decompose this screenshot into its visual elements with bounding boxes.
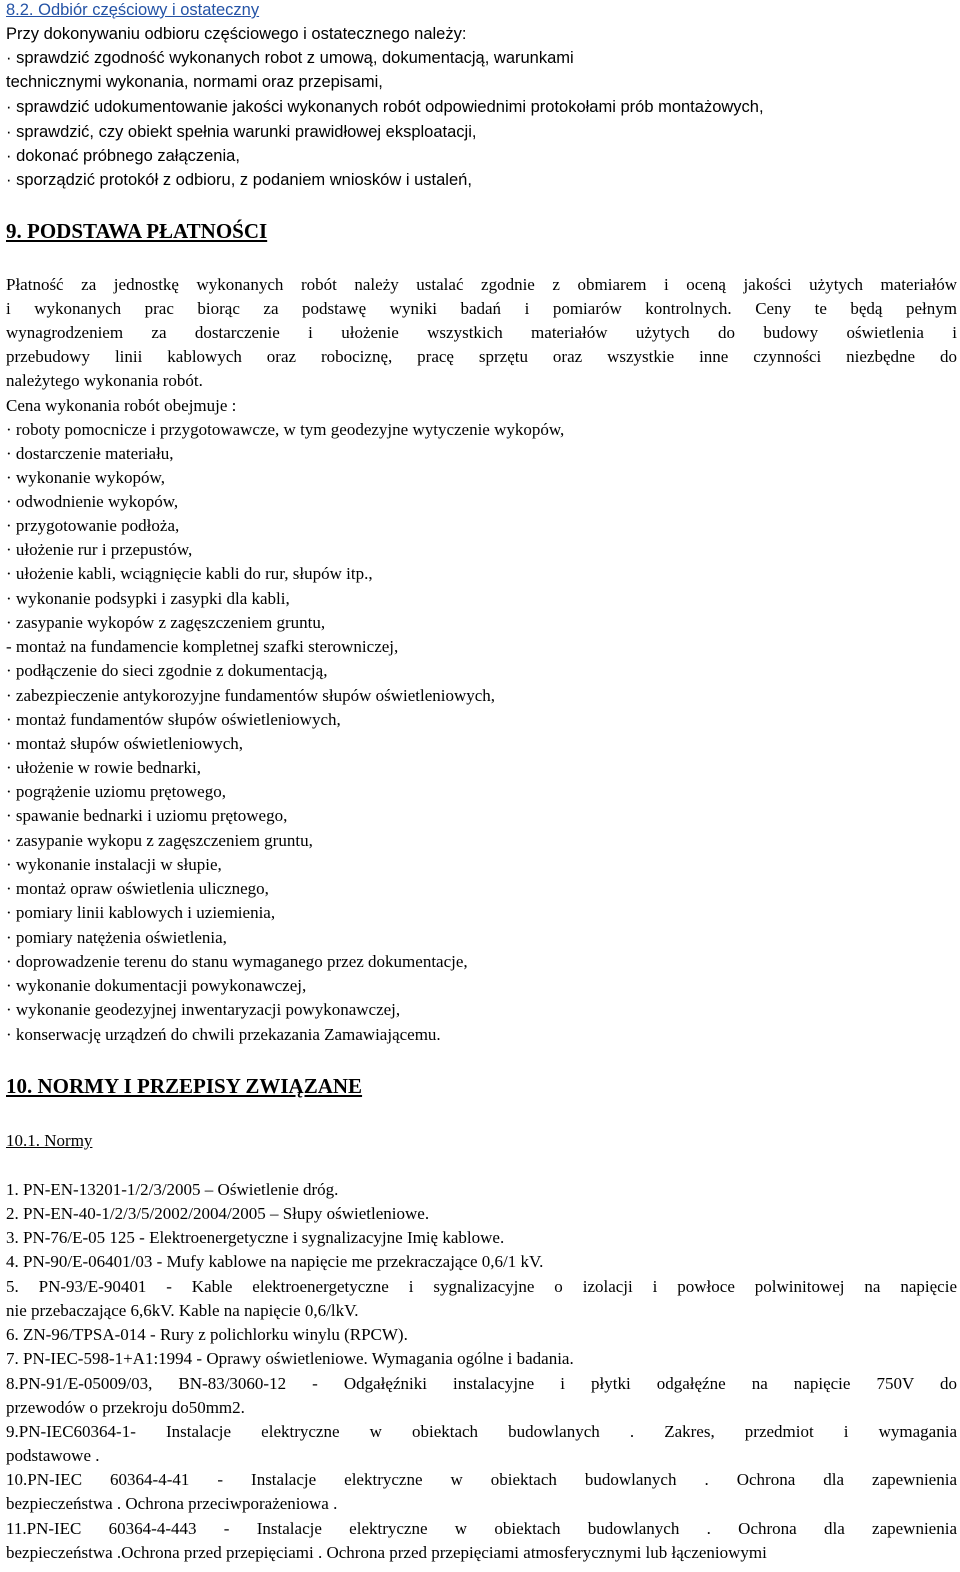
list-item: · konserwację urządzeń do chwili przekazania Zamawiającemu. <box>6 1025 441 1044</box>
list-item: · roboty pomocnicze i przygotowawcze, w tym geodezyjne wytyczenie wykopów, <box>6 420 565 439</box>
norm-line: 7. PN-IEC-598-1+A1:1994 - Oprawy oświetleniowe. Wymagania ogólne i badania. <box>6 1349 574 1368</box>
list-item: · dostarczenie materiału, <box>6 444 174 463</box>
list-item: · sprawdzić, czy obiekt spełnia warunki prawidłowej eksploatacji, <box>6 123 477 141</box>
list-item: · spawanie bednarki i uziomu prętowego, <box>6 806 288 825</box>
list-item: · ułożenie kabli, wciągnięcie kabli do rur, słupów itp., <box>6 564 373 583</box>
list-item: · podłączenie do sieci zgodnie z dokumentacją, <box>6 661 328 680</box>
paragraph-line: i wykonanych prac biorąc za podstawę wyniki badań i pomiarów kontrolnych. Ceny te będą pełnym <box>6 299 957 318</box>
list-item: · zabezpieczenie antykorozyjne fundamentów słupów oświetleniowych, <box>6 686 496 705</box>
paragraph-line: należytego wykonania robót. <box>6 371 203 390</box>
norm-line: 9.PN-IEC60364-1- Instalacje elektryczne w obiektach budowlanych . Zakres, przedmiot i wymagania <box>6 1422 957 1441</box>
list-item: · wykonanie geodezyjnej inwentaryzacji powykonawczej, <box>6 1000 401 1019</box>
cena-intro: Cena wykonania robót obejmuje : <box>6 396 237 415</box>
norm-line: przewodów o przekroju do50mm2. <box>6 1398 245 1417</box>
list-item: · montaż opraw oświetlenia ulicznego, <box>6 879 269 898</box>
section-9-heading: 9. PODSTAWA PŁATNOŚCI <box>6 219 268 243</box>
section-8-2-title: 8.2. Odbiór częściowy i ostateczny <box>6 1 260 19</box>
list-item: · sprawdzić udokumentowanie jakości wykonanych robót odpowiednimi protokołami prób montażowych, <box>6 98 764 116</box>
norm-line: 6. ZN-96/TPSA-014 - Rury z polichlorku winylu (RPCW). <box>6 1325 408 1344</box>
norm-line: 10.PN-IEC 60364-4-41 - Instalacje elektryczne w obiektach budowlanych . Ochrona dla zapewnienia <box>6 1470 957 1489</box>
list-item: - montaż na fundamencie kompletnej szafki sterowniczej, <box>6 637 399 656</box>
norm-line: 2. PN-EN-40-1/2/3/5/2002/2004/2005 – Słupy oświetleniowe. <box>6 1204 430 1223</box>
norm-line: 5. PN-93/E-90401 - Kable elektroenergetyczne i sygnalizacyjne o izolacji i powłoce polwinitowej na napięcie <box>6 1277 957 1296</box>
list-item: · odwodnienie wykopów, <box>6 492 179 511</box>
norm-line: bezpieczeństwa .Ochrona przed przepięciami . Ochrona przed przepięciami atmosferycznymi lub łączeniowymi <box>6 1543 767 1562</box>
norm-line: podstawowe . <box>6 1446 100 1465</box>
list-item: · montaż słupów oświetleniowych, <box>6 734 244 753</box>
list-item: · pogrążenie uziomu prętowego, <box>6 782 226 801</box>
norm-line: 1. PN-EN-13201-1/2/3/2005 – Oświetlenie dróg. <box>6 1180 339 1199</box>
list-item: · montaż fundamentów słupów oświetleniowych, <box>6 710 341 729</box>
list-item: · przygotowanie podłoża, <box>6 516 180 535</box>
list-item: technicznymi wykonania, normami oraz przepisami, <box>6 73 383 91</box>
list-item: · zasypanie wykopu z zagęszczeniem gruntu, <box>6 831 313 850</box>
paragraph-line: wynagrodzeniem za dostarczenie i ułożenie wszystkich materiałów użytych do budowy oświetlenia i <box>6 323 957 342</box>
norm-line: 11.PN-IEC 60364-4-443 - Instalacje elektryczne w obiektach budowlanych . Ochrona dla zapewnienia <box>6 1519 957 1538</box>
section-10-1-subheading: 10.1. Normy <box>6 1131 93 1150</box>
list-item: · pomiary natężenia oświetlenia, <box>6 928 227 947</box>
list-item: · doprowadzenie terenu do stanu wymaganego przez dokumentacje, <box>6 952 468 971</box>
section-8-2-intro: Przy dokonywaniu odbioru częściowego i ostatecznego należy: <box>6 25 467 43</box>
paragraph-line: przebudowy linii kablowych oraz robociznę, pracę sprzętu oraz wszystkie inne czynności niezbędne do <box>6 347 957 366</box>
section-10-heading: 10. NORMY I PRZEPISY ZWIĄZANE <box>6 1074 363 1098</box>
norm-line: 4. PN-90/E-06401/03 - Mufy kablowe na napięcie me przekraczające 0,6/1 kV. <box>6 1252 544 1271</box>
list-item: · wykonanie dokumentacji powykonawczej, <box>6 976 307 995</box>
list-item: · dokonać próbnego załączenia, <box>6 147 240 165</box>
list-item: · ułożenie w rowie bednarki, <box>6 758 201 777</box>
list-item: · pomiary linii kablowych i uziemienia, <box>6 903 276 922</box>
list-item: · sporządzić protokół z odbioru, z podaniem wniosków i ustaleń, <box>6 171 472 189</box>
list-item: · wykonanie wykopów, <box>6 468 165 487</box>
paragraph-line: Płatność za jednostkę wykonanych robót należy ustalać zgodnie z obmiarem i oceną jakości użytych materiałów <box>6 275 957 294</box>
norm-line: bezpieczeństwa . Ochrona przeciwporażeniowa . <box>6 1494 338 1513</box>
norm-line: 3. PN-76/E-05 125 - Elektroenergetyczne i sygnalizacyjne Imię kablowe. <box>6 1228 505 1247</box>
list-item: · ułożenie rur i przepustów, <box>6 540 193 559</box>
norm-line: nie przebaczające 6,6kV. Kable na napięcie 0,6/lkV. <box>6 1301 359 1320</box>
list-item: · sprawdzić zgodność wykonanych robot z umową, dokumentacją, warunkami <box>6 49 574 67</box>
list-item: · zasypanie wykopów z zagęszczeniem gruntu, <box>6 613 326 632</box>
list-item: · wykonanie instalacji w słupie, <box>6 855 222 874</box>
norm-line: 8.PN-91/E-05009/03, BN-83/3060-12 - Odgałęźniki instalacyjne i płytki odgałęźne na napięcie 750V do <box>6 1374 957 1393</box>
list-item: · wykonanie podsypki i zasypki dla kabli, <box>6 589 290 608</box>
